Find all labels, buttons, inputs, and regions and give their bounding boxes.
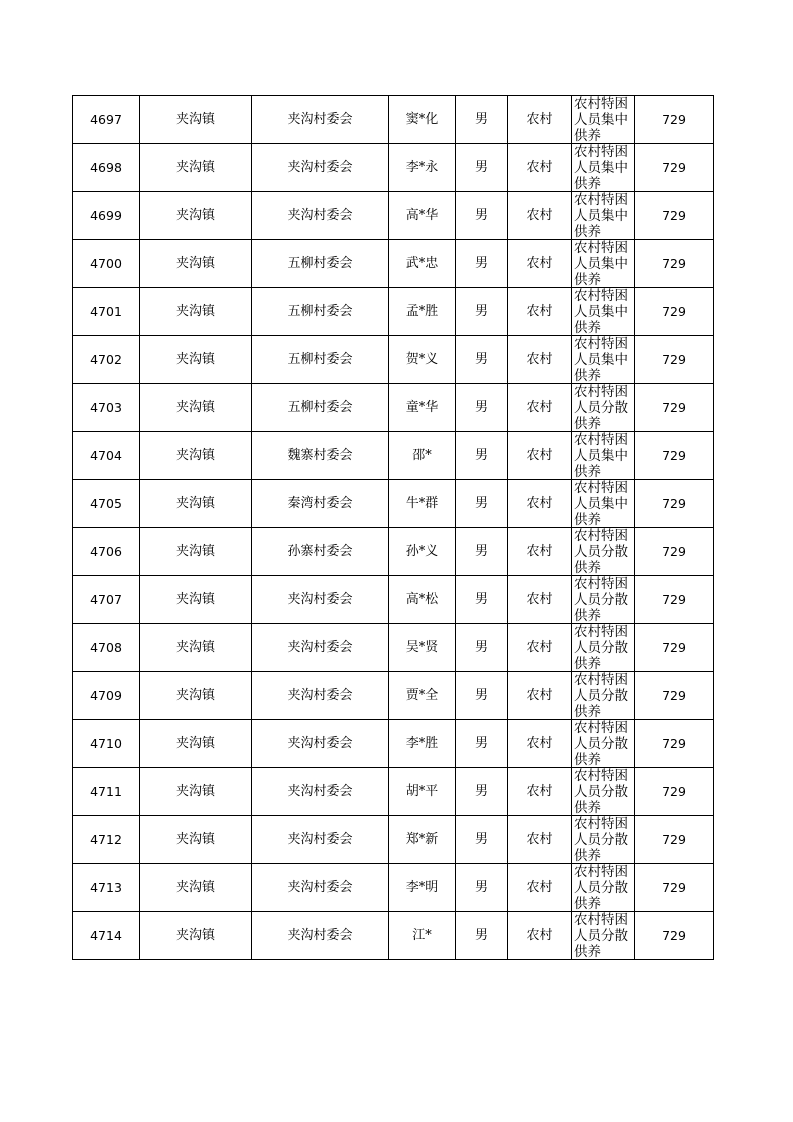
person-name-cell: 童*华 bbox=[389, 384, 456, 432]
table-row bbox=[73, 384, 714, 432]
area-type-cell: 农村 bbox=[508, 432, 572, 480]
village-committee-cell: 夹沟村委会 bbox=[252, 912, 389, 960]
gender-cell: 男 bbox=[456, 816, 508, 864]
table-row bbox=[73, 336, 714, 384]
town-cell: 夹沟镇 bbox=[140, 192, 252, 240]
person-name-cell: 武*忠 bbox=[389, 240, 456, 288]
gender-cell: 男 bbox=[456, 480, 508, 528]
support-category-cell bbox=[572, 240, 635, 288]
support-category-text: 农村特困人员分散供养 bbox=[574, 768, 628, 815]
area-type-cell: 农村 bbox=[508, 816, 572, 864]
town-cell: 夹沟镇 bbox=[140, 144, 252, 192]
area-type-cell: 农村 bbox=[508, 912, 572, 960]
amount-cell: 729 bbox=[635, 96, 714, 144]
table-row bbox=[73, 864, 714, 912]
person-name-cell: 郑*新 bbox=[389, 816, 456, 864]
town-cell: 夹沟镇 bbox=[140, 816, 252, 864]
support-category-text: 农村特困人员分散供养 bbox=[574, 576, 628, 623]
support-category-cell bbox=[572, 432, 635, 480]
amount-cell: 729 bbox=[635, 384, 714, 432]
table-row bbox=[73, 912, 714, 960]
support-category-cell bbox=[572, 192, 635, 240]
serial-number-cell: 4701 bbox=[73, 288, 140, 336]
person-name-cell: 吴*贤 bbox=[389, 624, 456, 672]
person-name-cell: 李*永 bbox=[389, 144, 456, 192]
support-category-text: 农村特困人员分散供养 bbox=[574, 384, 628, 431]
support-category-cell bbox=[572, 96, 635, 144]
serial-number-cell: 4704 bbox=[73, 432, 140, 480]
person-name-cell: 高*松 bbox=[389, 576, 456, 624]
village-committee-cell: 夹沟村委会 bbox=[252, 144, 389, 192]
table-row bbox=[73, 576, 714, 624]
support-category-text: 农村特困人员集中供养 bbox=[574, 96, 628, 143]
village-committee-cell: 夹沟村委会 bbox=[252, 624, 389, 672]
town-cell: 夹沟镇 bbox=[140, 384, 252, 432]
support-category-cell bbox=[572, 288, 635, 336]
table-row bbox=[73, 768, 714, 816]
village-committee-cell: 五柳村委会 bbox=[252, 336, 389, 384]
support-category-text: 农村特困人员集中供养 bbox=[574, 192, 628, 239]
gender-cell: 男 bbox=[456, 576, 508, 624]
support-category-cell bbox=[572, 864, 635, 912]
area-type-cell: 农村 bbox=[508, 288, 572, 336]
area-type-cell: 农村 bbox=[508, 96, 572, 144]
area-type-cell: 农村 bbox=[508, 480, 572, 528]
gender-cell: 男 bbox=[456, 144, 508, 192]
amount-cell: 729 bbox=[635, 576, 714, 624]
area-type-cell: 农村 bbox=[508, 576, 572, 624]
support-category-cell bbox=[572, 336, 635, 384]
serial-number-cell: 4713 bbox=[73, 864, 140, 912]
area-type-cell: 农村 bbox=[508, 864, 572, 912]
amount-cell: 729 bbox=[635, 624, 714, 672]
person-name-cell: 邵* bbox=[389, 432, 456, 480]
roster-table bbox=[72, 95, 714, 960]
town-cell: 夹沟镇 bbox=[140, 240, 252, 288]
support-category-text: 农村特困人员集中供养 bbox=[574, 480, 628, 527]
village-committee-cell: 五柳村委会 bbox=[252, 240, 389, 288]
amount-cell: 729 bbox=[635, 192, 714, 240]
table-row bbox=[73, 720, 714, 768]
area-type-cell: 农村 bbox=[508, 240, 572, 288]
support-category-text: 农村特困人员分散供养 bbox=[574, 672, 628, 719]
person-name-cell: 窦*化 bbox=[389, 96, 456, 144]
table-row bbox=[73, 96, 714, 144]
serial-number-cell: 4697 bbox=[73, 96, 140, 144]
area-type-cell: 农村 bbox=[508, 528, 572, 576]
person-name-cell: 孙*义 bbox=[389, 528, 456, 576]
person-name-cell: 孟*胜 bbox=[389, 288, 456, 336]
gender-cell: 男 bbox=[456, 96, 508, 144]
support-category-cell bbox=[572, 576, 635, 624]
village-committee-cell: 孙寨村委会 bbox=[252, 528, 389, 576]
town-cell: 夹沟镇 bbox=[140, 672, 252, 720]
support-category-cell bbox=[572, 480, 635, 528]
amount-cell: 729 bbox=[635, 720, 714, 768]
support-category-cell bbox=[572, 816, 635, 864]
person-name-cell: 牛*群 bbox=[389, 480, 456, 528]
serial-number-cell: 4700 bbox=[73, 240, 140, 288]
serial-number-cell: 4714 bbox=[73, 912, 140, 960]
serial-number-cell: 4709 bbox=[73, 672, 140, 720]
amount-cell: 729 bbox=[635, 912, 714, 960]
area-type-cell: 农村 bbox=[508, 720, 572, 768]
roster-body bbox=[73, 96, 714, 960]
area-type-cell: 农村 bbox=[508, 144, 572, 192]
town-cell: 夹沟镇 bbox=[140, 912, 252, 960]
gender-cell: 男 bbox=[456, 240, 508, 288]
area-type-cell: 农村 bbox=[508, 624, 572, 672]
amount-cell: 729 bbox=[635, 432, 714, 480]
support-category-text: 农村特困人员集中供养 bbox=[574, 240, 628, 287]
amount-cell: 729 bbox=[635, 528, 714, 576]
person-name-cell: 李*明 bbox=[389, 864, 456, 912]
support-category-text: 农村特困人员集中供养 bbox=[574, 336, 628, 383]
table-row bbox=[73, 240, 714, 288]
amount-cell: 729 bbox=[635, 672, 714, 720]
amount-cell: 729 bbox=[635, 864, 714, 912]
support-category-text: 农村特困人员分散供养 bbox=[574, 528, 628, 575]
village-committee-cell: 夹沟村委会 bbox=[252, 864, 389, 912]
gender-cell: 男 bbox=[456, 528, 508, 576]
town-cell: 夹沟镇 bbox=[140, 96, 252, 144]
table-row bbox=[73, 672, 714, 720]
support-category-cell bbox=[572, 528, 635, 576]
village-committee-cell: 夹沟村委会 bbox=[252, 672, 389, 720]
amount-cell: 729 bbox=[635, 144, 714, 192]
village-committee-cell: 夹沟村委会 bbox=[252, 816, 389, 864]
village-committee-cell: 魏寨村委会 bbox=[252, 432, 389, 480]
person-name-cell: 李*胜 bbox=[389, 720, 456, 768]
amount-cell: 729 bbox=[635, 336, 714, 384]
gender-cell: 男 bbox=[456, 720, 508, 768]
amount-cell: 729 bbox=[635, 480, 714, 528]
village-committee-cell: 夹沟村委会 bbox=[252, 768, 389, 816]
town-cell: 夹沟镇 bbox=[140, 336, 252, 384]
gender-cell: 男 bbox=[456, 192, 508, 240]
gender-cell: 男 bbox=[456, 432, 508, 480]
town-cell: 夹沟镇 bbox=[140, 480, 252, 528]
person-name-cell: 江* bbox=[389, 912, 456, 960]
serial-number-cell: 4702 bbox=[73, 336, 140, 384]
support-category-cell bbox=[572, 624, 635, 672]
support-category-cell bbox=[572, 672, 635, 720]
town-cell: 夹沟镇 bbox=[140, 624, 252, 672]
gender-cell: 男 bbox=[456, 336, 508, 384]
table-row bbox=[73, 144, 714, 192]
table-row bbox=[73, 432, 714, 480]
village-committee-cell: 夹沟村委会 bbox=[252, 720, 389, 768]
town-cell: 夹沟镇 bbox=[140, 576, 252, 624]
gender-cell: 男 bbox=[456, 384, 508, 432]
support-category-text: 农村特困人员集中供养 bbox=[574, 288, 628, 335]
village-committee-cell: 夹沟村委会 bbox=[252, 96, 389, 144]
serial-number-cell: 4698 bbox=[73, 144, 140, 192]
town-cell: 夹沟镇 bbox=[140, 864, 252, 912]
serial-number-cell: 4708 bbox=[73, 624, 140, 672]
serial-number-cell: 4707 bbox=[73, 576, 140, 624]
gender-cell: 男 bbox=[456, 768, 508, 816]
gender-cell: 男 bbox=[456, 672, 508, 720]
gender-cell: 男 bbox=[456, 864, 508, 912]
table-row bbox=[73, 816, 714, 864]
person-name-cell: 高*华 bbox=[389, 192, 456, 240]
person-name-cell: 贺*义 bbox=[389, 336, 456, 384]
amount-cell: 729 bbox=[635, 768, 714, 816]
serial-number-cell: 4712 bbox=[73, 816, 140, 864]
support-category-cell bbox=[572, 384, 635, 432]
village-committee-cell: 秦湾村委会 bbox=[252, 480, 389, 528]
table-row bbox=[73, 192, 714, 240]
gender-cell: 男 bbox=[456, 288, 508, 336]
village-committee-cell: 五柳村委会 bbox=[252, 384, 389, 432]
table-row bbox=[73, 624, 714, 672]
support-category-text: 农村特困人员分散供养 bbox=[574, 624, 628, 671]
gender-cell: 男 bbox=[456, 624, 508, 672]
village-committee-cell: 夹沟村委会 bbox=[252, 576, 389, 624]
support-category-text: 农村特困人员分散供养 bbox=[574, 720, 628, 767]
town-cell: 夹沟镇 bbox=[140, 768, 252, 816]
serial-number-cell: 4710 bbox=[73, 720, 140, 768]
amount-cell: 729 bbox=[635, 240, 714, 288]
amount-cell: 729 bbox=[635, 816, 714, 864]
support-category-cell bbox=[572, 720, 635, 768]
table-row bbox=[73, 480, 714, 528]
support-category-text: 农村特困人员集中供养 bbox=[574, 144, 628, 191]
person-name-cell: 贾*全 bbox=[389, 672, 456, 720]
town-cell: 夹沟镇 bbox=[140, 432, 252, 480]
area-type-cell: 农村 bbox=[508, 336, 572, 384]
person-name-cell: 胡*平 bbox=[389, 768, 456, 816]
area-type-cell: 农村 bbox=[508, 192, 572, 240]
village-committee-cell: 五柳村委会 bbox=[252, 288, 389, 336]
area-type-cell: 农村 bbox=[508, 768, 572, 816]
support-category-text: 农村特困人员分散供养 bbox=[574, 816, 628, 863]
gender-cell: 男 bbox=[456, 912, 508, 960]
support-category-cell bbox=[572, 144, 635, 192]
support-category-text: 农村特困人员集中供养 bbox=[574, 432, 628, 479]
serial-number-cell: 4711 bbox=[73, 768, 140, 816]
support-category-cell bbox=[572, 768, 635, 816]
support-category-text: 农村特困人员分散供养 bbox=[574, 864, 628, 911]
amount-cell: 729 bbox=[635, 288, 714, 336]
table-row bbox=[73, 528, 714, 576]
serial-number-cell: 4699 bbox=[73, 192, 140, 240]
town-cell: 夹沟镇 bbox=[140, 528, 252, 576]
table-row bbox=[73, 288, 714, 336]
town-cell: 夹沟镇 bbox=[140, 288, 252, 336]
serial-number-cell: 4703 bbox=[73, 384, 140, 432]
support-category-text: 农村特困人员分散供养 bbox=[574, 912, 628, 959]
village-committee-cell: 夹沟村委会 bbox=[252, 192, 389, 240]
town-cell: 夹沟镇 bbox=[140, 720, 252, 768]
serial-number-cell: 4706 bbox=[73, 528, 140, 576]
area-type-cell: 农村 bbox=[508, 672, 572, 720]
area-type-cell: 农村 bbox=[508, 384, 572, 432]
serial-number-cell: 4705 bbox=[73, 480, 140, 528]
support-category-cell bbox=[572, 912, 635, 960]
